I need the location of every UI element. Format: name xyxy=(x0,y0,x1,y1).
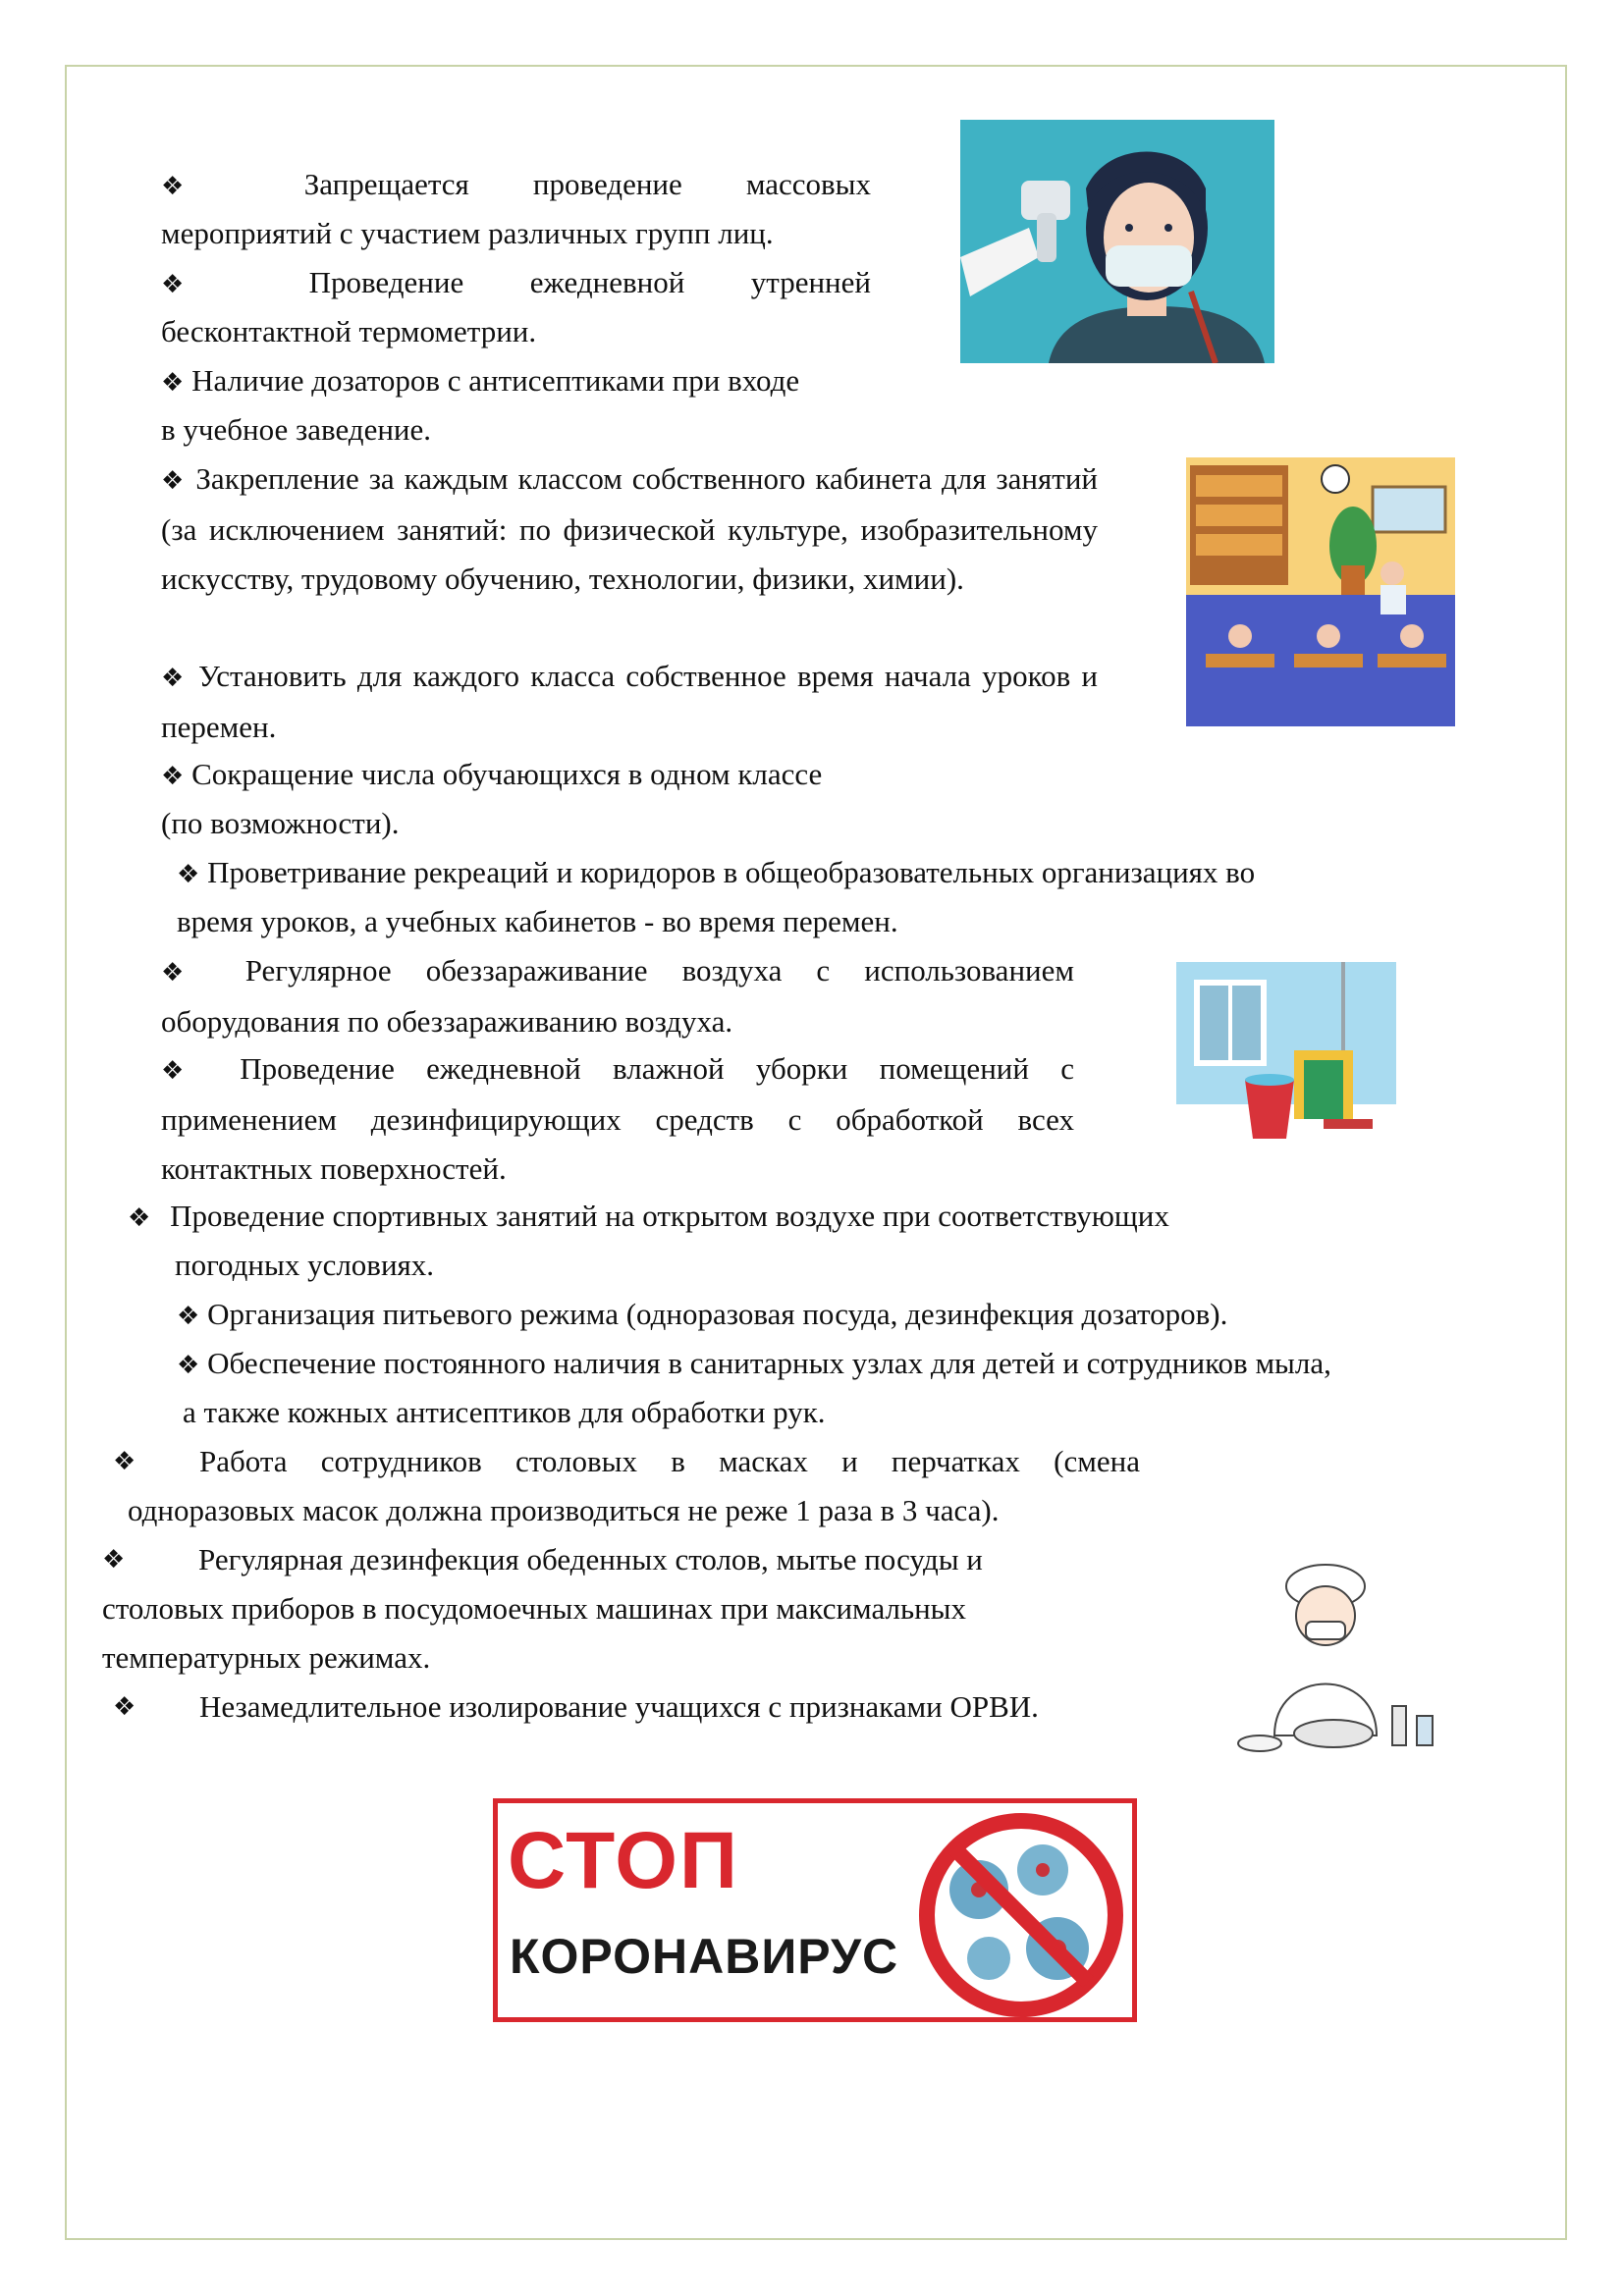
list-item-cont: одноразовых масок должна производиться не реже 1 раза в 3 часа). xyxy=(128,1493,1000,1527)
banner-subtitle: КОРОНАВИРУС xyxy=(510,1929,899,1984)
list-item-cont: (по возможности). xyxy=(161,806,400,840)
list-item-cont: столовых приборов в посудомоечных машинах при максимальных xyxy=(102,1591,967,1626)
list-item-cont: бесконтактной термометрии. xyxy=(161,314,537,348)
bullet-icon: ❖ xyxy=(177,1302,200,1331)
list-item: ❖ Незамедлительное изолирование учащихся с признаками ОРВИ. xyxy=(113,1682,1039,1732)
list-item: ❖ Регулярное обеззараживание воздуха с использованием оборудования по обеззараживанию воздуха. xyxy=(161,953,1074,1039)
list-item-cont: а также кожных антисептиков для обработки рук. xyxy=(183,1395,826,1429)
cleaning-illustration xyxy=(1176,962,1396,1148)
thermometer-illustration xyxy=(960,120,1274,363)
bullet-icon: ❖ xyxy=(161,368,185,398)
list-item: ❖ Регулярная дезинфекция обеденных столов, мытье посуды и xyxy=(102,1535,983,1584)
list-item: ❖ Проведение спортивных занятий на открытом воздухе при соответствующих xyxy=(128,1199,1169,1233)
list-item-cont: погодных условиях. xyxy=(175,1248,435,1282)
cook-illustration xyxy=(1235,1559,1435,1765)
list-item: ❖ Работа сотрудников столовых в масках и перчатках (смена xyxy=(113,1437,1140,1486)
list-item: ❖ Организация питьевого режима (одноразовая посуда, дезинфекция дозаторов). xyxy=(177,1297,1228,1331)
bullet-icon: ❖ xyxy=(177,860,200,889)
list-item: ❖ Установить для каждого класса собственное время начала уроков и перемен. xyxy=(161,659,1099,744)
list-item-cont: температурных режимах. xyxy=(102,1640,431,1675)
bullet-icon: ❖ xyxy=(161,762,185,791)
bullet-icon: ❖ xyxy=(113,1692,136,1722)
bullet-icon: ❖ xyxy=(113,1447,136,1476)
list-item: ❖ Закрепление за каждым классом собственного кабинета для занятий (за исключением занятий: по физической культуре, изобразительному искусству, трудовому обучению, технологии, физики, химии). xyxy=(161,461,1099,596)
virus-prohibited-icon xyxy=(910,1811,1132,2019)
bullet-icon: ❖ xyxy=(177,1351,200,1380)
list-item: ❖ Наличие дозаторов с антисептиками при входе xyxy=(161,363,800,398)
list-item: ❖ Проветривание рекреаций и коридоров в общеобразовательных организациях во xyxy=(177,855,1256,889)
classroom-illustration xyxy=(1186,457,1455,726)
list-item: ❖ Проведение ежедневной влажной уборки помещений с применением дезинфицирующих средств с обработкой всех контактных поверхностей. xyxy=(161,1051,1075,1186)
bullet-icon: ❖ xyxy=(102,1545,126,1575)
bullet-icon: ❖ xyxy=(161,466,187,496)
list-item-cont: в учебное заведение. xyxy=(161,412,432,447)
list-item-cont: время уроков, а учебных кабинетов - во время перемен. xyxy=(177,904,898,938)
list-item: ❖ Обеспечение постоянного наличия в санитарных узлах для детей и сотрудников мыла, xyxy=(177,1346,1331,1380)
bullet-icon: ❖ xyxy=(161,270,244,299)
bullet-icon: ❖ xyxy=(161,172,241,201)
list-item: ❖ Проведение ежедневной утренней xyxy=(161,265,871,299)
bullet-icon: ❖ xyxy=(161,1056,208,1086)
stop-coronavirus-banner xyxy=(493,1798,1137,2022)
list-item: ❖ Сокращение числа обучающихся в одном классе xyxy=(161,757,823,791)
bullet-icon: ❖ xyxy=(161,664,188,693)
bullet-icon: ❖ xyxy=(161,958,211,988)
banner-title: СТОП xyxy=(508,1816,739,1905)
list-item-cont: мероприятий с участием различных групп лиц. xyxy=(161,216,774,250)
list-item: ❖ Запрещается проведение массовых xyxy=(161,167,872,201)
bullet-icon: ❖ xyxy=(128,1203,151,1233)
